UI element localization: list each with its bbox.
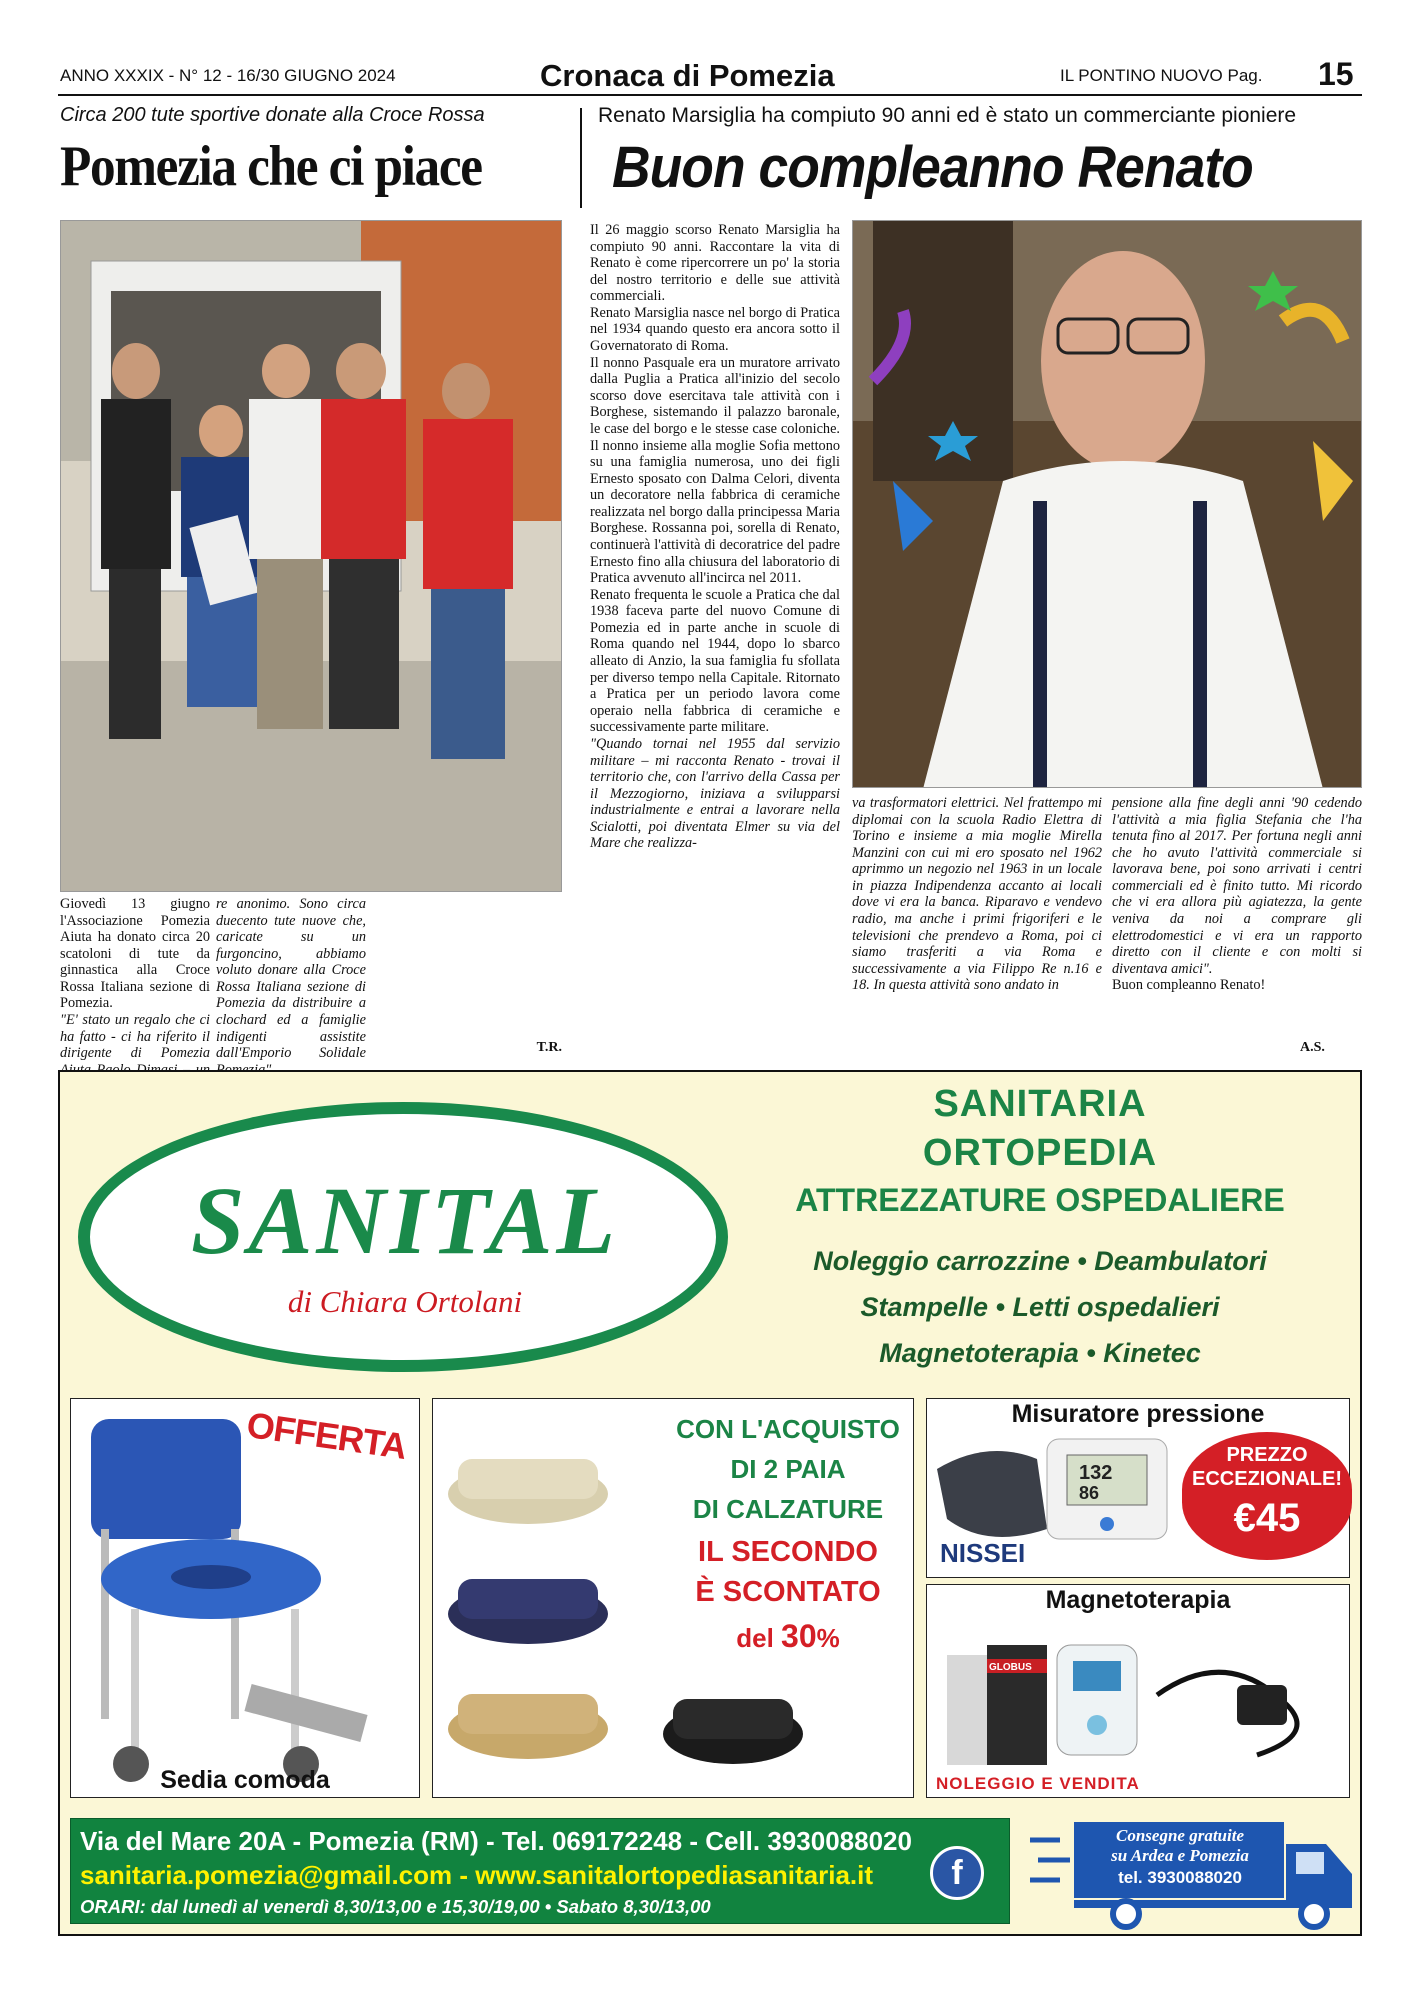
address-phone: Via del Mare 20A - Pomezia (RM) - Tel. 069172248 - Cell. 3930088020	[80, 1826, 912, 1856]
paragraph: pensione alla fine degli anni '90 cedendo l'attività a mia figlia Stefania che l'ha tenuta fino al 2017. Per fortuna negli anni che ho avuto l'attività commerciale si lavorava bene, poi sono arrivati i centri commerciali ed è finito tutto. Mi ricordo che vi era allora più agiatezza, la gente veniva da noi a comprare gli elettrodomestici e vi era un rapporto diretto con il cliente e con molti si diventava amici".	[1112, 795, 1362, 977]
facebook-icon: f	[930, 1846, 984, 1900]
issue-info: ANNO XXXIX - N° 12 - 16/30 GIUGNO 2024	[60, 66, 396, 85]
service-sanitaria: SANITARIA	[933, 1083, 1147, 1125]
section-title: Cronaca di Pomezia	[540, 58, 835, 93]
closing-line: Buon compleanno Renato!	[1112, 977, 1266, 994]
bp-display-diastolic: 86	[1079, 1483, 1100, 1503]
right-kicker: Renato Marsiglia ha compiuto 90 anni ed è stato un commerciante pioniere	[598, 104, 1297, 127]
nissei-brand: NISSEI	[940, 1538, 1026, 1568]
paragraph: Il nonno Pasquale era un muratore arrivato dalla Puglia a Pratica all'inizio del secolo scorso dove esercitava tale attività con i Borghese, sistemando il palazzo baronale, le case del borgo e le stesse case coloniche. Il nonno insieme alla moglie Sofia mettono su una famiglia numerosa, uno dei figli Ernesto sposato con Dalma Celori, diventa un decoratore nella fabbrica di ceramiche realizzata nel borgo dalla principessa Maria Borghese. Rossanna poi, sorella di Renato, continuerà l'attività di decoratrice del padre Ernesto fino alla chiusura del laboratorio di Pratica avvenuto all'incirca nel 2011.	[590, 354, 840, 587]
promo-line-5: È SCONTATO	[695, 1576, 881, 1608]
promo-line-1: CON L'ACQUISTO	[676, 1414, 900, 1444]
service-line-2: Stampelle • Letti ospedalieri	[860, 1292, 1220, 1322]
paragraph: Il 26 maggio scorso Renato Marsiglia ha compiuto 90 anni. Raccontare la vita di Renato è come ripercorrere un po' la storia del nostro territorio e delle sue attività commerciali.	[590, 222, 840, 305]
price-label-2: ECCEZIONALE!	[1192, 1468, 1342, 1490]
service-attrezzature: ATTREZZATURE OSPEDALIERE	[795, 1182, 1285, 1218]
service-line-3: Magnetoterapia • Kinetec	[879, 1338, 1201, 1368]
service-line-1: Noleggio carrozzine • Deambulatori	[813, 1246, 1267, 1276]
page-number: 15	[1318, 56, 1354, 92]
free-delivery-line-2: su Ardea e Pomezia	[1111, 1846, 1249, 1865]
offerta-badge: OFFERTA	[244, 1404, 409, 1467]
right-column-2	[852, 795, 1102, 994]
caption-text: Giovedì 13 giugno l'Associazione Pomezia Aiuta ha donato circa 20 scatoloni di tute da ginnastica alla Croce Rossa Italiana sezione di Pomezia.	[60, 896, 210, 1012]
right-headline: Buon compleanno Renato	[612, 135, 1253, 200]
noleggio-vendita-label: NOLEGGIO E VENDITA	[936, 1774, 1140, 1793]
price-label-1: PREZZO	[1226, 1444, 1308, 1466]
promo-discount	[664, 1618, 912, 1655]
email-website: sanitaria.pomezia@gmail.com - www.sanitalortopediasanitaria.it	[80, 1860, 874, 1890]
paragraph: Renato Marsiglia nasce nel borgo di Pratica nel 1934 quando questo era ancora sotto il Governatorato di Roma.	[590, 304, 840, 355]
magnetotherapy-device-image	[927, 1585, 1350, 1798]
left-kicker: Circa 200 tute sportive donate alla Croce Rossa	[60, 104, 485, 126]
left-headline: Pomezia che ci piace	[60, 135, 482, 198]
service-ortopedia: ORTOPEDIA	[922, 1132, 1158, 1174]
caption-text: re anonimo. Sono circa duecento tute nuove che, caricate su un furgoncino, abbiamo voluto donare alla Croce Rossa Italiana sezione di Pomezia da distribuire a clochard ed a famiglie indigenti assistite dall'Emporio Solidale	[216, 896, 366, 1062]
promo-percent-sign: %	[816, 1623, 840, 1653]
free-delivery-line-1: Consegne gratuite	[1116, 1826, 1244, 1845]
paragraph: "Quando tornai nel 1955 dal servizio militare – mi racconta Renato - trovai il territorio che, con l'arrivo della Cassa per il Mezzogiorno, iniziava a svilupparsi industrialmente e entrai a lavorare nella Scialotti, poi diventata Elmer su via del Mare che realizza-	[590, 735, 840, 852]
promo-percent-value: 30	[781, 1618, 817, 1654]
header-rule	[58, 94, 1362, 96]
promo-line-4: IL SECONDO	[698, 1536, 878, 1568]
paper-name: IL PONTINO NUOVO Pag.	[1060, 66, 1263, 85]
promo-line-2: DI 2 PAIA	[730, 1454, 846, 1484]
opening-hours: ORARI: dal lunedì al venerdì 8,30/13,00 e 15,30/19,00 • Sabato 8,30/13,00	[80, 1896, 711, 1917]
magnetotherapy-title: Magnetoterapia	[1045, 1586, 1231, 1614]
magnetotherapy-box	[926, 1584, 1350, 1798]
pressure-monitor-title: Misuratore pressione	[1011, 1400, 1265, 1428]
right-column-1	[590, 222, 840, 852]
paragraph: Renato frequenta le scuole a Pratica che dal 1938 faceva parte del nuovo Comune di Pomezia ed in parte anche in scuole di Roma quando nel 1944, dopo lo sbarco alleato di Anzio, la sua famiglia fu sfollata per diverso tempo nella Capitale. Ritornato a Pratica per un periodo lavora come operaio nella fabbrica di ceramiche e successivamente parte militare.	[590, 586, 840, 736]
paragraph: va trasformatori elettrici. Nel frattempo mi diplomai con la scuola Radio Elettra di Torino e insieme a mia moglie Mirella Manzini con cui mi ero sposato nel 1962 aprimmo un negozio nel 1963 in un locale in piazza Indipendenza accanto ai locali dove vi era la banca. Riparavo e vendevo radio, ma anche i primi frigoriferi e le televisioni che prendevo a Roma, poi ci siamo trasferiti a via Roma e successivamente a via Filippo Re n.16 e 18. In questa attività sono andato in	[852, 795, 1102, 994]
renato-portrait	[852, 220, 1362, 788]
sanital-logo: SANITAL	[190, 1167, 620, 1274]
left-signature: T.R.	[536, 1040, 562, 1055]
caption-quote: "E' stato un regalo che ci ha fatto - ci ha riferito il dirigente di Pomezia	[60, 1012, 210, 1062]
price-value: €45	[1233, 1496, 1301, 1540]
column-divider	[580, 108, 582, 208]
sanital-logo-subtitle: di Chiara Ortolani	[287, 1284, 523, 1319]
promo-line-3: DI CALZATURE	[692, 1494, 884, 1524]
left-caption-col2	[216, 896, 366, 1078]
sedia-comoda-label: Sedia comoda	[160, 1766, 330, 1794]
device-brand-label: GLOBUS	[989, 1662, 1032, 1673]
right-column-3	[1112, 795, 1362, 994]
right-signature: A.S.	[1300, 1040, 1325, 1055]
bp-display-systolic: 132	[1079, 1462, 1113, 1484]
promo-del: del	[736, 1623, 782, 1653]
volunteers-photo	[60, 220, 562, 892]
delivery-phone: tel. 3930088020	[1118, 1868, 1242, 1887]
